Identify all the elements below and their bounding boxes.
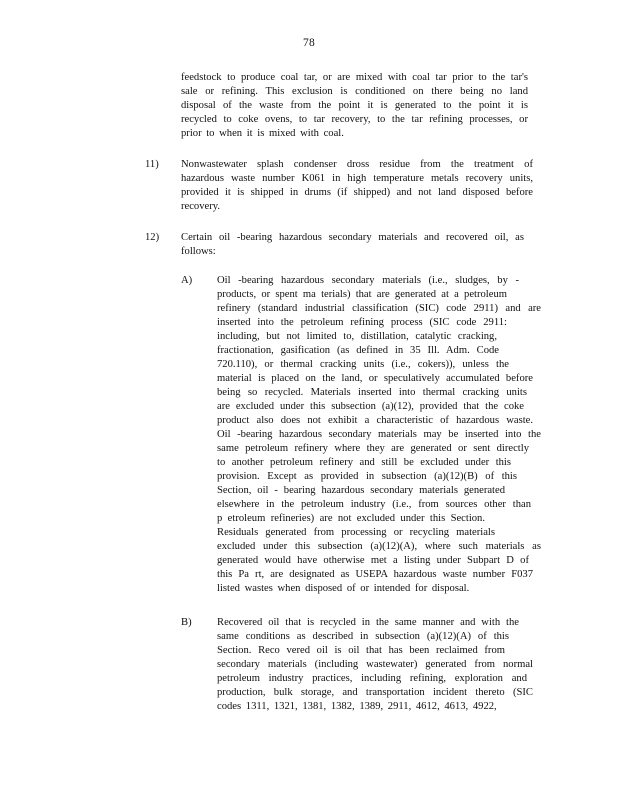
text-line: recovery. xyxy=(181,201,221,212)
text-line: production, bulk storage, and transportation incident thereto (SIC xyxy=(217,687,533,698)
text-line: recycled to coke ovens, to tar recovery, to the tar refining processes, or xyxy=(181,114,528,125)
text-line: Recovered oil that is recycled in the same manner and with the xyxy=(217,617,519,628)
text-line: hazardous waste number K061 in high temperature metals recovery units, xyxy=(181,173,533,184)
text-line: petroleum industry practices, including refining, exploration and xyxy=(217,673,527,684)
text-line: Section. Reco vered oil is oil that has been reclaimed from xyxy=(217,645,505,656)
item-12-label: 12) xyxy=(145,232,160,243)
text-line: disposal of the waste from the point it is generated to the point it is xyxy=(181,100,528,111)
continuation-paragraph xyxy=(181,71,528,141)
text-line: Residuals generated from processing or recycling materials xyxy=(217,527,495,538)
text-line: Oil -bearing hazardous secondary materials may be inserted into the xyxy=(217,429,541,440)
text-line: Section, oil - bearing hazardous secondary materials generated xyxy=(217,485,505,496)
item-12a-label: A) xyxy=(181,275,193,286)
text-line: refinery (standard industrial classification (SIC) code 2911) and are xyxy=(217,303,541,314)
text-line: excluded under this subsection (a)(12)(A), where such materials as xyxy=(217,541,541,552)
item-12a-paragraph xyxy=(217,274,541,596)
item-11-label: 11) xyxy=(145,159,159,170)
text-line: products, or spent ma terials) that are generated at a petroleum xyxy=(217,289,507,300)
item-12-paragraph xyxy=(181,231,524,259)
text-line: are excluded under this subsection (a)(12), provided that the coke xyxy=(217,401,524,412)
text-line: this Pa rt, are designated as USEPA hazardous waste number F037 xyxy=(217,569,533,580)
text-line: including, but not limited to, distillation, catalytic cracking, xyxy=(217,331,497,342)
text-line: provision. Except as provided in subsection (a)(12)(B) of this xyxy=(217,471,517,482)
text-line: elsewhere in the petroleum industry (i.e., from sources other than xyxy=(217,499,531,510)
text-line: Nonwastewater splash condenser dross residue from the treatment of xyxy=(181,159,533,170)
text-line: sale or refining. This exclusion is conditioned on there being no land xyxy=(181,86,528,97)
text-line: generated would have otherwise met a listing under Subpart D of xyxy=(217,555,529,566)
text-line: p etroleum refineries) are not excluded under this Section. xyxy=(217,513,485,524)
item-12b-paragraph xyxy=(217,616,533,714)
text-line: same conditions as described in subsection (a)(12)(A) of this xyxy=(217,631,509,642)
text-line: product also does not exhibit a characteristic of hazardous waste. xyxy=(217,415,533,426)
text-line: prior to when it is mixed with coal. xyxy=(181,128,344,139)
text-line: codes 1311, 1321, 1381, 1382, 1389, 2911, 4612, 4613, 4922, xyxy=(217,701,497,712)
item-11-paragraph xyxy=(181,158,533,214)
text-line: same petroleum refinery where they are generated or sent directly xyxy=(217,443,529,454)
text-line: 720.110), or thermal cracking units (i.e., cokers)), unless the xyxy=(217,359,509,370)
text-line: material is placed on the land, or speculatively accumulated before xyxy=(217,373,533,384)
text-line: inserted into the petroleum refining process (SIC code 2911: xyxy=(217,317,507,328)
text-line: listed wastes when disposed of or intended for disposal. xyxy=(217,583,470,594)
text-line: follows: xyxy=(181,246,216,257)
text-line: fractionation, gasification (as defined in 35 Ill. Adm. Code xyxy=(217,345,499,356)
item-12b-label: B) xyxy=(181,617,192,628)
text-line: secondary materials (including wastewater) generated from normal xyxy=(217,659,533,670)
text-line: to another petroleum refinery and still be excluded under this xyxy=(217,457,511,468)
text-line: being so recycled. Materials inserted into thermal cracking units xyxy=(217,387,527,398)
text-line: provided it is shipped in drums (if shipped) and not land disposed before xyxy=(181,187,533,198)
text-line: Oil -bearing hazardous secondary materials (i.e., sludges, by - xyxy=(217,275,519,286)
text-line: Certain oil -bearing hazardous secondary materials and recovered oil, as xyxy=(181,232,524,243)
text-line: feedstock to produce coal tar, or are mixed with coal tar prior to the tar's xyxy=(181,72,528,83)
page-number: 78 xyxy=(303,37,315,49)
